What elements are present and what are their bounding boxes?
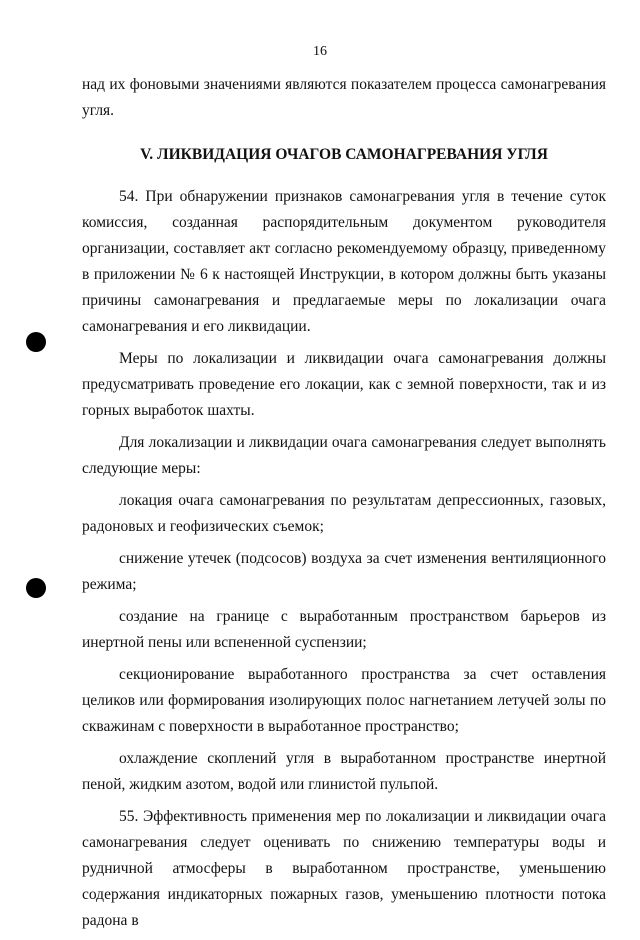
- list-item-leak-reduction: снижение утечек (подсосов) воздуха за счет изменения вентиляционного режима;: [82, 550, 606, 593]
- punch-hole-bottom: [26, 578, 46, 598]
- list-item-sectioning: секционирование выработанного пространства за счет оставления целиков или формирования изолирующих полос нагнетанием летучей золы по скважинам с поверхности в выработанное пространство;: [82, 666, 606, 735]
- paragraph-measures-intro: Меры по локализации и ликвидации очага самонагревания должны предусматривать проведение его локации, как с земной поверхности, так и из горных выработок шахты.: [82, 350, 606, 419]
- document-body: [82, 72, 606, 940]
- paragraph-55: 55. Эффективность применения мер по локализации и ликвидации очага самонагревания следует оценивать по снижению температуры воды и рудничной атмосферы в выработанном пространстве, уменьшению содержания индикаторных пожарных газов, уменьшению плотности потока радона в: [82, 808, 606, 929]
- paragraph-54: 54. При обнаружении признаков самонагревания угля в течение суток комиссия, созданная распорядительным документом руководителя организации, составляет акт согласно рекомендуемому образцу, приведенному в приложении № 6 к настоящей Инструкции, в котором должны быть указаны причины самонагревания и предлагаемые меры по локализации очага самонагревания и его ликвидации.: [82, 188, 606, 335]
- punch-hole-top: [26, 332, 46, 352]
- list-item-foam-barriers: создание на границе с выработанным пространством барьеров из инертной пены или вспененной суспензии;: [82, 608, 606, 651]
- list-item-cooling: охлаждение скоплений угля в выработанном пространстве инертной пеной, жидким азотом, водой или глинистой пульпой.: [82, 750, 606, 793]
- section-heading: V. ЛИКВИДАЦИЯ ОЧАГОВ САМОНАГРЕВАНИЯ УГЛЯ: [140, 146, 548, 163]
- page-number: 16: [313, 44, 327, 59]
- paragraph-measures-list-intro: Для локализации и ликвидации очага самонагревания следует выполнять следующие меры:: [82, 434, 606, 477]
- continuation-paragraph: над их фоновыми значениями являются показателем процесса самонагревания угля.: [82, 76, 606, 119]
- list-item-location: локация очага самонагревания по результатам депрессионных, газовых, радоновых и геофизических съемок;: [82, 492, 606, 535]
